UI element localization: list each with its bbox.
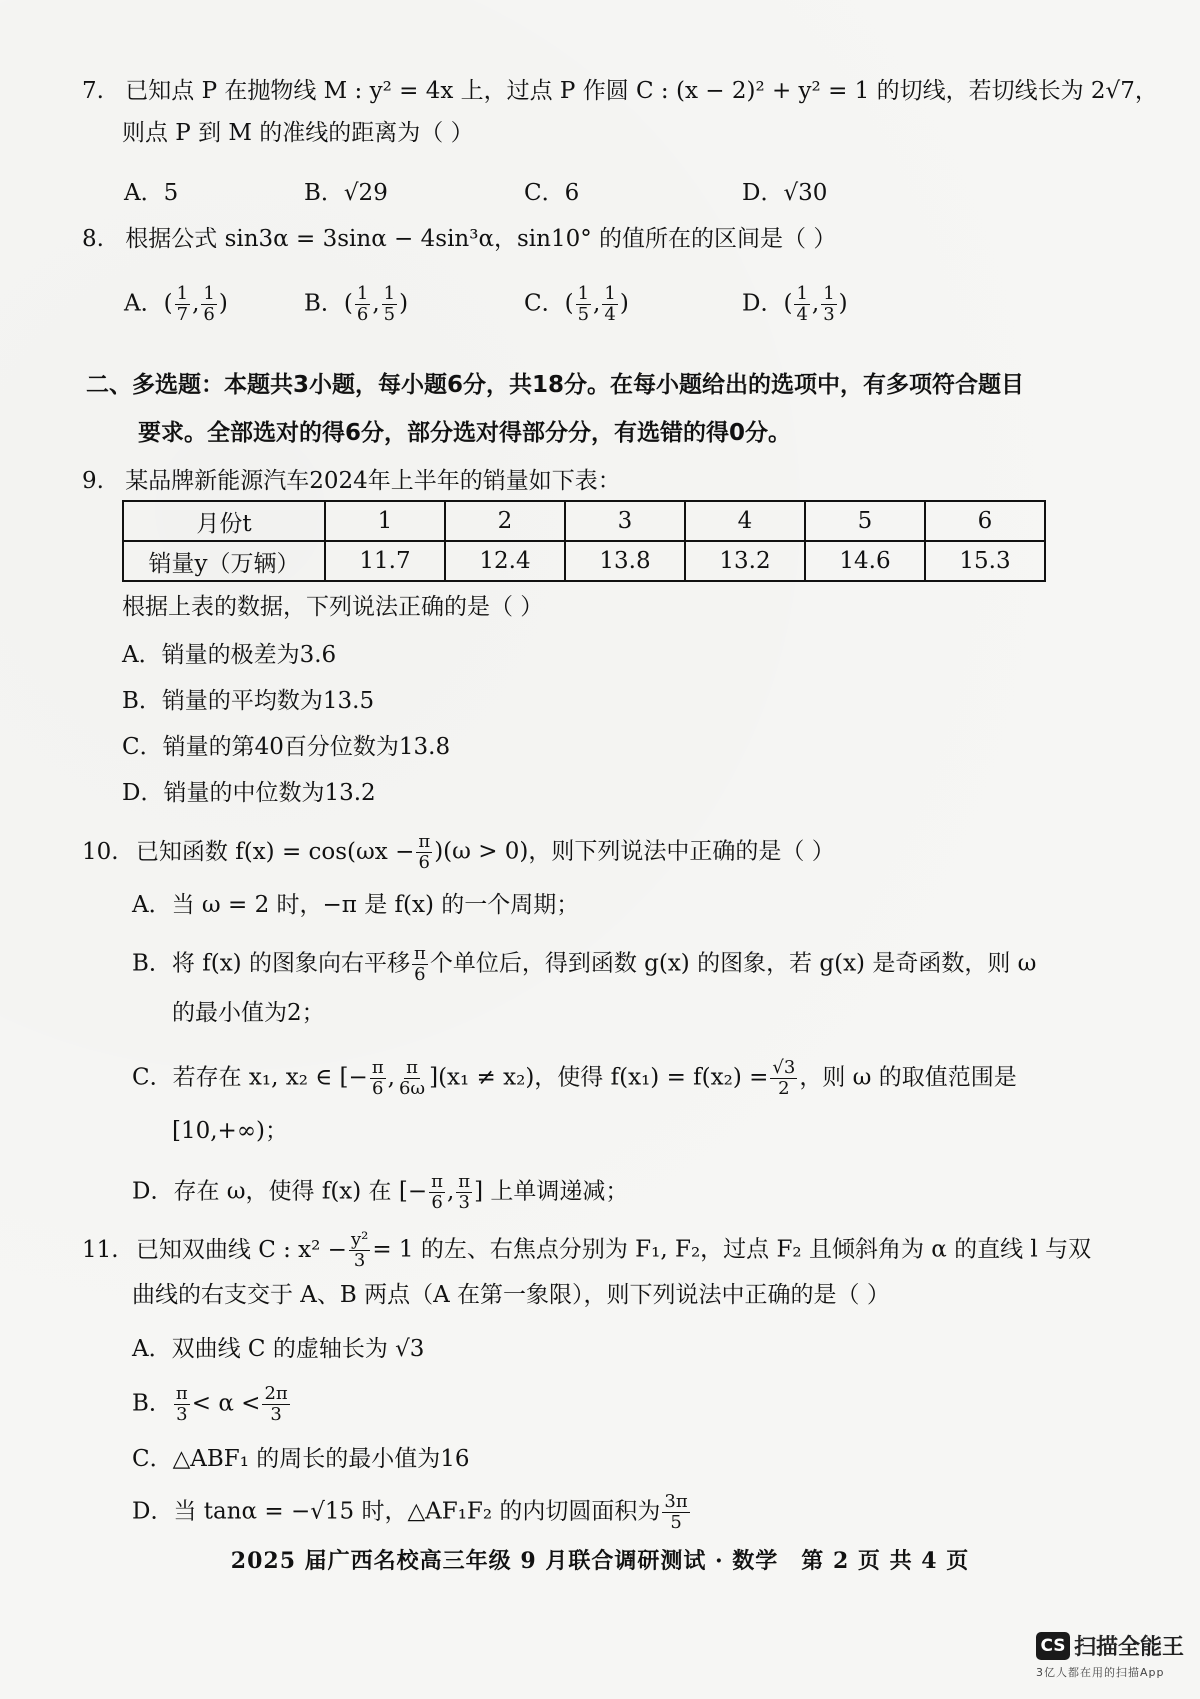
table-cell: 14.6 [805,541,925,581]
q11-option-d: D．当 tanα = −√15 时，△AF₁F₂ 的内切圆面积为 $\frac{3\pi}{5}$ [132,1491,688,1533]
table-cell: 12.4 [445,541,565,581]
table-cell: 13.2 [685,541,805,581]
q9-prompt: 根据上表的数据，下列说法正确的是（ ） [122,594,544,620]
table-cell: 2 [445,501,565,541]
q8-option-b: B．( $\frac{1}{6}$ , $\frac{1}{5}$ ) [304,283,409,325]
q10-option-a: A．当 ω = 2 时，−π 是 f(x) 的一个周期； [132,892,580,918]
q8-option-d: D．( $\frac{1}{4}$ , $\frac{1}{3}$ ) [742,283,848,325]
table-cell: 4 [685,501,805,541]
q10-stem: 10. 已知函数 f(x) = cos(ωx − $\frac{\pi}{6}$ )(ω > 0)，则下列说法中正确的是（ ） [82,831,835,873]
table-row [123,501,1045,541]
q9-stem [82,466,621,496]
q11-stem-line1: 11. 已知双曲线 C : x² − $\frac{\text{y²}}{3}$ = 1 的左、右焦点分别为 F₁, F₂，过点 F₂ 且倾斜角为 α 的直线 l 与双 [82,1229,1092,1271]
camscanner-tagline: 3亿人都在用的扫描App [1036,1666,1165,1679]
q7-option-c: C．6 [524,180,580,206]
camscanner-name: 扫描全能王 [1074,1635,1185,1660]
q7-option-a: A．5 [124,180,179,206]
q9-option-a: A．销量的极差为3.6 [122,642,337,668]
q10-option-b-line1: B．将 f(x) 的图象向右平移 $\frac{\pi}{6}$ 个单位后，得到函数 g(x) 的图象，若 g(x) 是奇函数，则 ω [132,943,1037,985]
table-cell: 5 [805,501,925,541]
q8-option-a: A．( $\frac{1}{7}$ , $\frac{1}{6}$ ) [124,283,228,325]
q9-text: 某品牌新能源汽车2024年上半年的销量如下表： [125,468,621,494]
q10-option-c-line1: C．若存在 x₁, x₂ ∈ [− $\frac{\pi}{6}$ , $\frac{\pi}{6\omega}$ ](x₁ ≠ x₂)，使得 f(x₁) = f(x₂) = $\frac{√3}{2}$ ，则 ω 的取值范围是 [132,1057,1017,1099]
q11-number: 11. [82,1236,119,1263]
table-cell: 11.7 [325,541,445,581]
q8-stem [82,224,836,254]
section2-heading-line1: 二、多选题：本题共3小题，每小题6分，共18分。在每小题给出的选项中，有多项符合题目 [86,372,1025,398]
q11-option-c: C．△ABF₁ 的周长的最小值为16 [132,1446,470,1472]
table-cell: 13.8 [565,541,685,581]
table-header-sales: 销量y（万辆） [123,541,325,581]
q7-option-b: B．√29 [304,180,388,206]
q10-option-b-line2: 的最小值为2； [172,1000,325,1026]
q7-option-d: D．√30 [742,180,828,206]
q8-text: 根据公式 sin3α = 3sinα − 4sin³α，sin10° 的值所在的区间是（ ） [125,226,837,252]
q11-option-b: B． $\frac{\pi}{3}$ < α < $\frac{2\pi}{3}$ [132,1383,288,1425]
q9-option-b: B．销量的平均数为13.5 [122,688,375,714]
q10-option-d: D．存在 ω，使得 f(x) 在 [− $\frac{\pi}{6}$ , $\frac{\pi}{3}$ ] 上单调递减； [132,1171,629,1213]
q9-option-d: D．销量的中位数为13.2 [122,780,376,806]
page-footer: 2025 届广西名校高三年级 9 月联合调研测试 · 数学 第 2 页 共 4 页 [230,1548,970,1574]
table-cell: 6 [925,501,1045,541]
q9-option-c: C．销量的第40百分位数为13.8 [122,734,451,760]
q7-stem-line1 [82,76,1158,106]
table-row [123,541,1045,581]
q10-number: 10. [82,838,119,865]
q7-text-1: 已知点 P 在抛物线 M : y² = 4x 上，过点 P 作圆 C : (x − 2)² + y² = 1 的切线，若切线长为 2√7， [125,78,1158,104]
q11-option-a: A．双曲线 C 的虚轴长为 √3 [132,1336,425,1362]
table-cell: 1 [325,501,445,541]
table-cell: 15.3 [925,541,1045,581]
q11-stem-line2: 曲线的右支交于 A、B 两点（A 在第一象限），则下列说法中正确的是（ ） [132,1282,890,1308]
sales-table [122,500,1046,582]
q9-number: 9. [82,468,104,494]
q8-option-c: C．( $\frac{1}{5}$ , $\frac{1}{4}$ ) [524,283,629,325]
table-cell: 3 [565,501,685,541]
camscanner-logo-icon: CS [1036,1632,1070,1660]
section2-heading-line2: 要求。全部选对的得6分，部分选对得部分分，有选错的得0分。 [138,420,792,446]
q10-option-c-line2: [10,+∞)； [172,1118,288,1144]
q7-number: 7. [82,78,104,104]
q8-number: 8. [82,226,104,252]
q7-stem-line2: 则点 P 到 M 的准线的距离为（ ） [122,120,474,146]
table-header-month: 月份t [123,501,325,541]
